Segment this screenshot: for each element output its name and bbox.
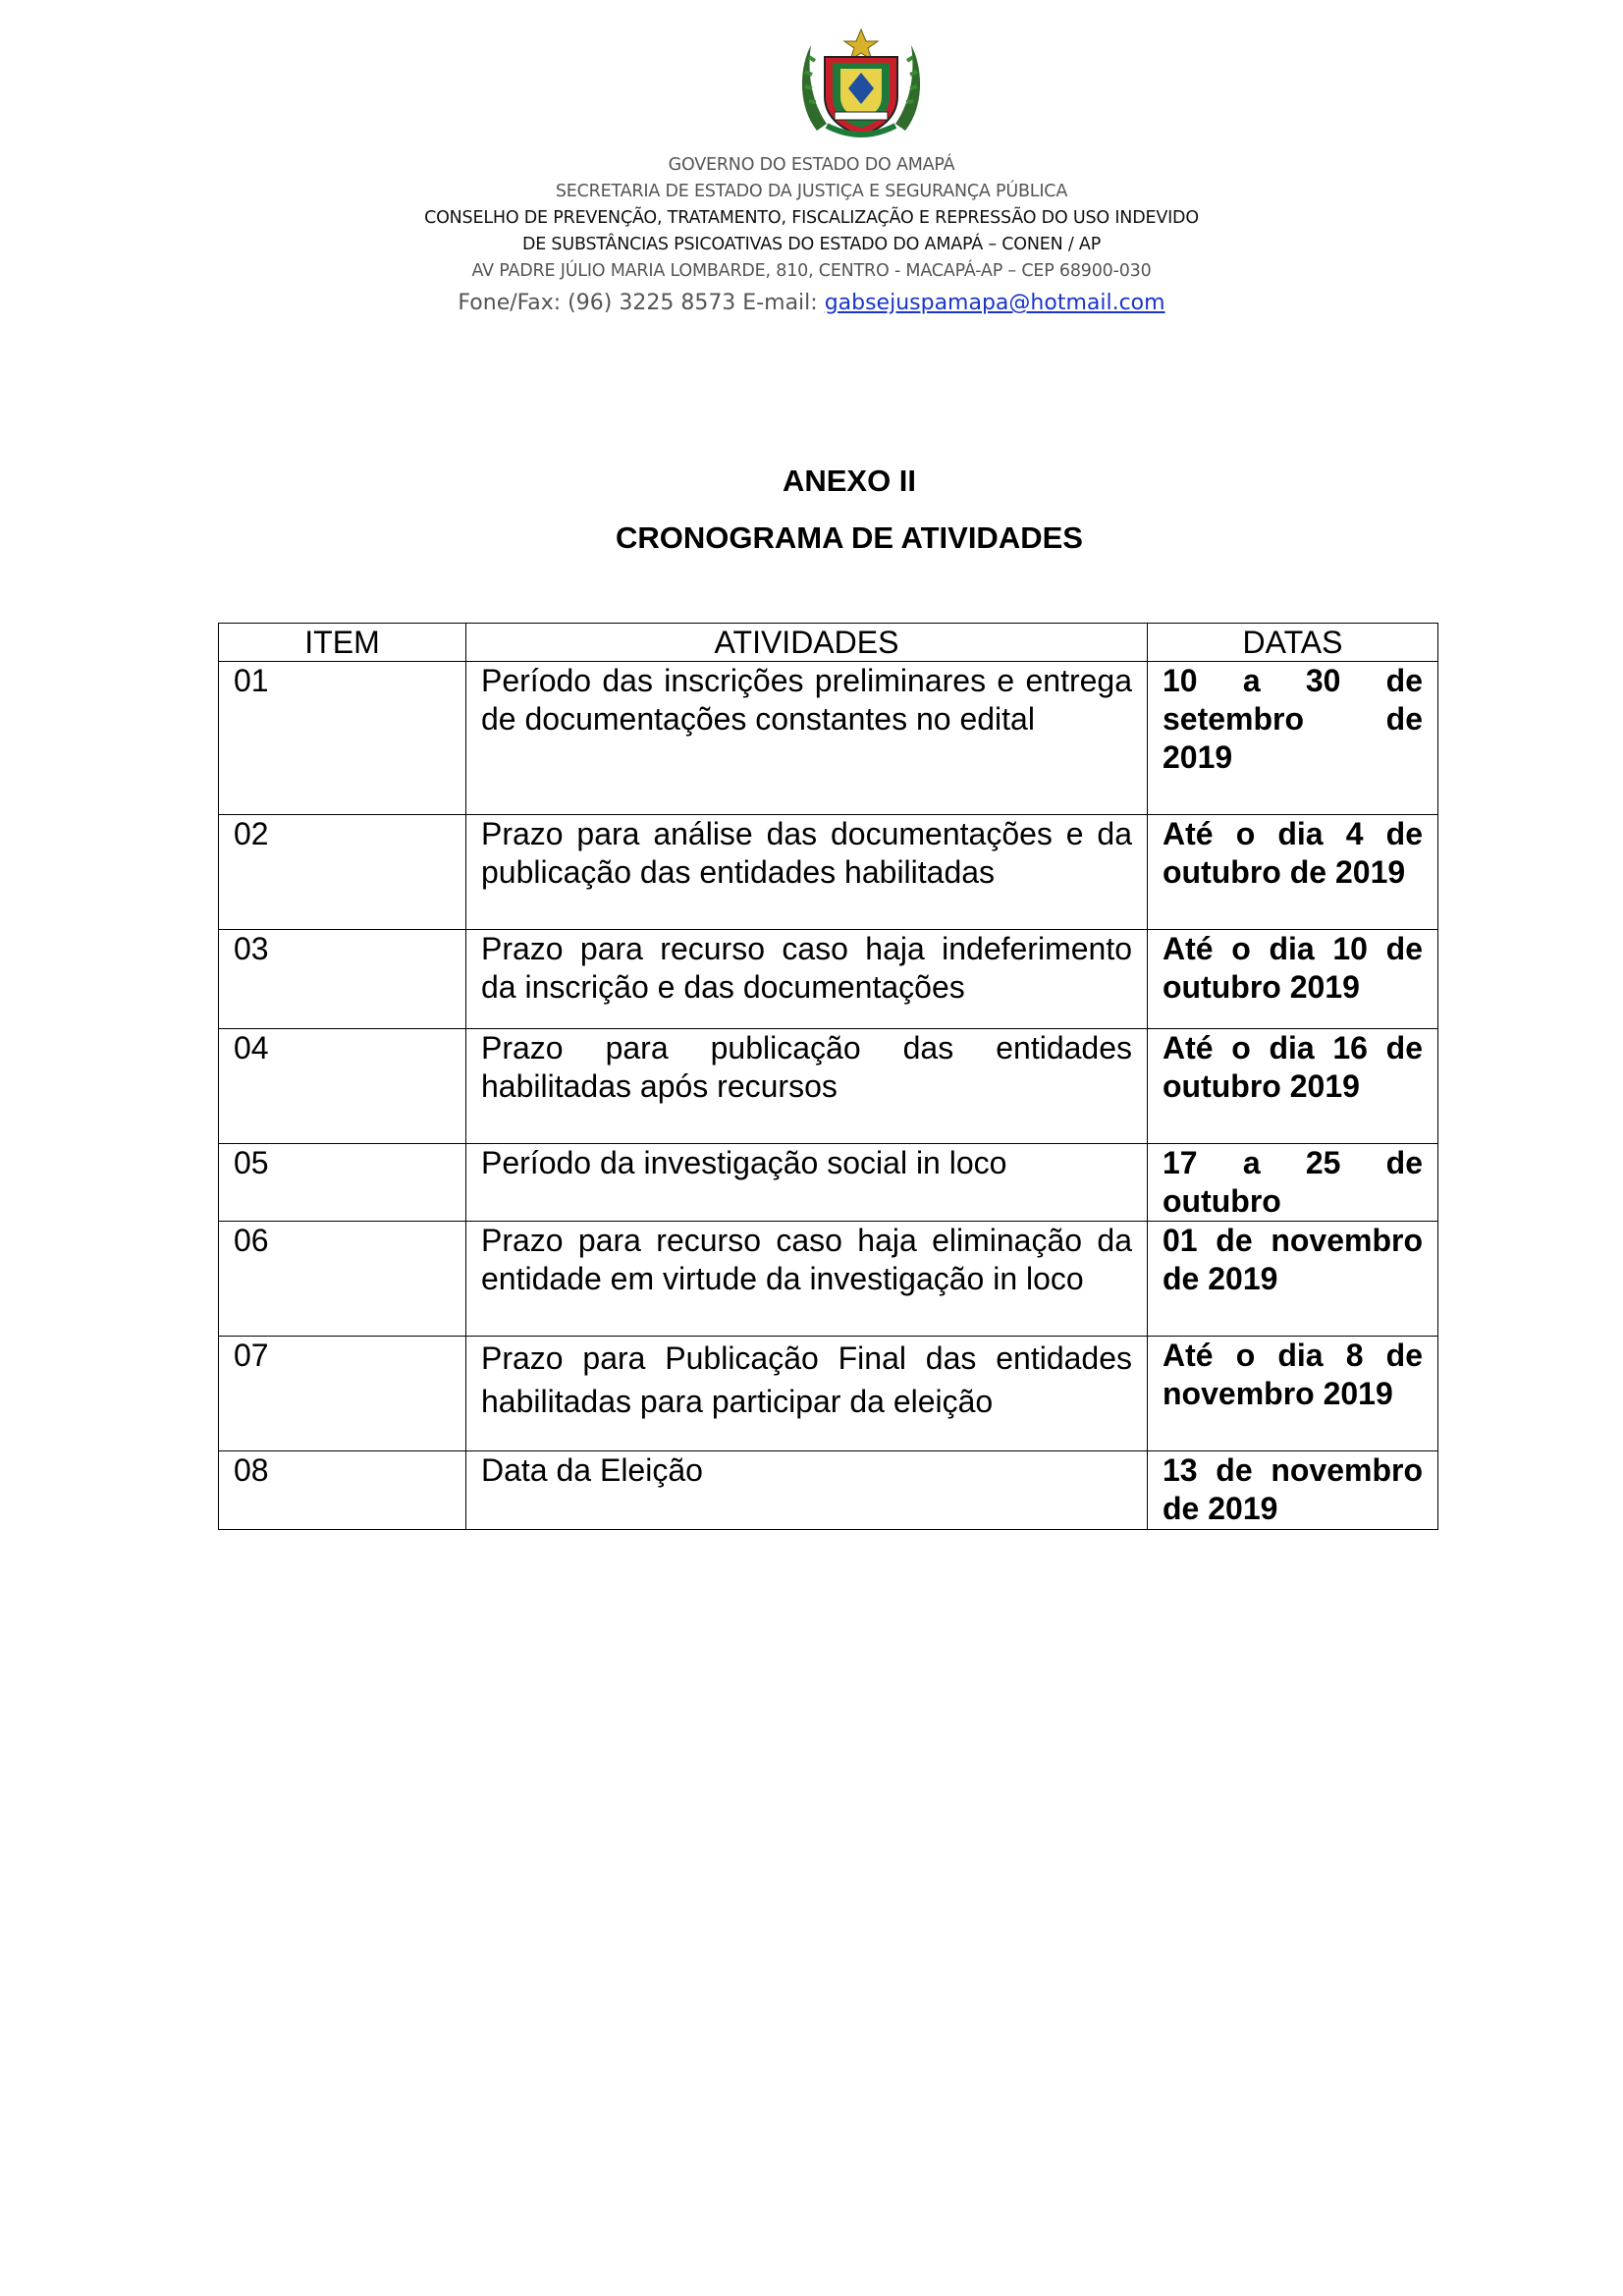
activity-cell: Período das inscrições preliminares e entrega de documentações constantes no edital [466, 662, 1148, 815]
activity-cell: Data da Eleição [466, 1451, 1148, 1530]
date-cell: Até o dia 8 de novembro 2019 [1148, 1337, 1438, 1451]
letterhead-line: GOVERNO DO ESTADO DO AMAPÁ [668, 155, 955, 175]
activity-cell: Prazo para recurso caso haja indeferimento da inscrição e das documentações [466, 930, 1148, 1029]
column-header-item: ITEM [219, 624, 466, 662]
date-cell: Até o dia 4 de outubro de 2019 [1148, 815, 1438, 930]
table-row [219, 1337, 1438, 1451]
item-cell: 06 [219, 1222, 466, 1337]
date-cell: Até o dia 16 de outubro 2019 [1148, 1029, 1438, 1144]
table-row [219, 1451, 1438, 1530]
column-header-activities: ATIVIDADES [466, 624, 1148, 662]
date-cell: 17 a 25 de outubro [1148, 1144, 1438, 1222]
letterhead-contact [0, 287, 1623, 320]
letterhead-line: SECRETARIA DE ESTADO DA JUSTIÇA E SEGURANÇA PÚBLICA [555, 182, 1068, 201]
item-cell: 07 [219, 1337, 466, 1451]
activity-cell: Prazo para publicação das entidades habilitadas após recursos [466, 1029, 1148, 1144]
table-row [219, 1144, 1438, 1222]
activity-cell: Prazo para Publicação Final das entidades habilitadas para participar da eleição [466, 1337, 1148, 1451]
table-row [219, 1029, 1438, 1144]
letterhead-line: DE SUBSTÂNCIAS PSICOATIVAS DO ESTADO DO AMAPÁ – CONEN / AP [521, 235, 1102, 254]
table-row [219, 1222, 1438, 1337]
activity-cell: Prazo para recurso caso haja eliminação da entidade em virtude da investigação in loco [466, 1222, 1148, 1337]
item-cell: 04 [219, 1029, 466, 1144]
letterhead-line: AV PADRE JÚLIO MARIA LOMBARDE, 810, CENTRO - MACAPÁ-AP – CEP 68900-030 [471, 261, 1152, 281]
date-cell: 01 de novembro de 2019 [1148, 1222, 1438, 1337]
item-cell: 03 [219, 930, 466, 1029]
schedule-table [218, 623, 1438, 1530]
activity-cell: Prazo para análise das documentações e da publicação das entidades habilitadas [466, 815, 1148, 930]
item-cell: 05 [219, 1144, 466, 1222]
item-cell: 02 [219, 815, 466, 930]
item-cell: 01 [219, 662, 466, 815]
table-row [219, 662, 1438, 815]
activity-cell: Período da investigação social in loco [466, 1144, 1148, 1222]
table-row [219, 815, 1438, 930]
email-link[interactable]: gabsejuspamapa@hotmail.com [824, 291, 1165, 315]
contact-phone-text: Fone/Fax: (96) 3225 8573 E-mail: [458, 291, 825, 315]
letterhead-line: CONSELHO DE PREVENÇÃO, TRATAMENTO, FISCALIZAÇÃO E REPRESSÃO DO USO INDEVIDO [424, 208, 1199, 228]
document-subtitle: CRONOGRAMA DE ATIVIDADES [616, 520, 1083, 555]
table-header-row [219, 624, 1438, 662]
document-title: ANEXO II [782, 464, 917, 498]
state-coat-of-arms-emblem [797, 27, 925, 140]
column-header-dates: DATAS [1148, 624, 1438, 662]
date-cell: Até o dia 10 de outubro 2019 [1148, 930, 1438, 1029]
date-cell: 13 de novembro de 2019 [1148, 1451, 1438, 1530]
letterhead [0, 152, 1623, 320]
table-row [219, 930, 1438, 1029]
date-cell: 10 a 30 de setembro de 2019 [1148, 662, 1438, 815]
item-cell: 08 [219, 1451, 466, 1530]
